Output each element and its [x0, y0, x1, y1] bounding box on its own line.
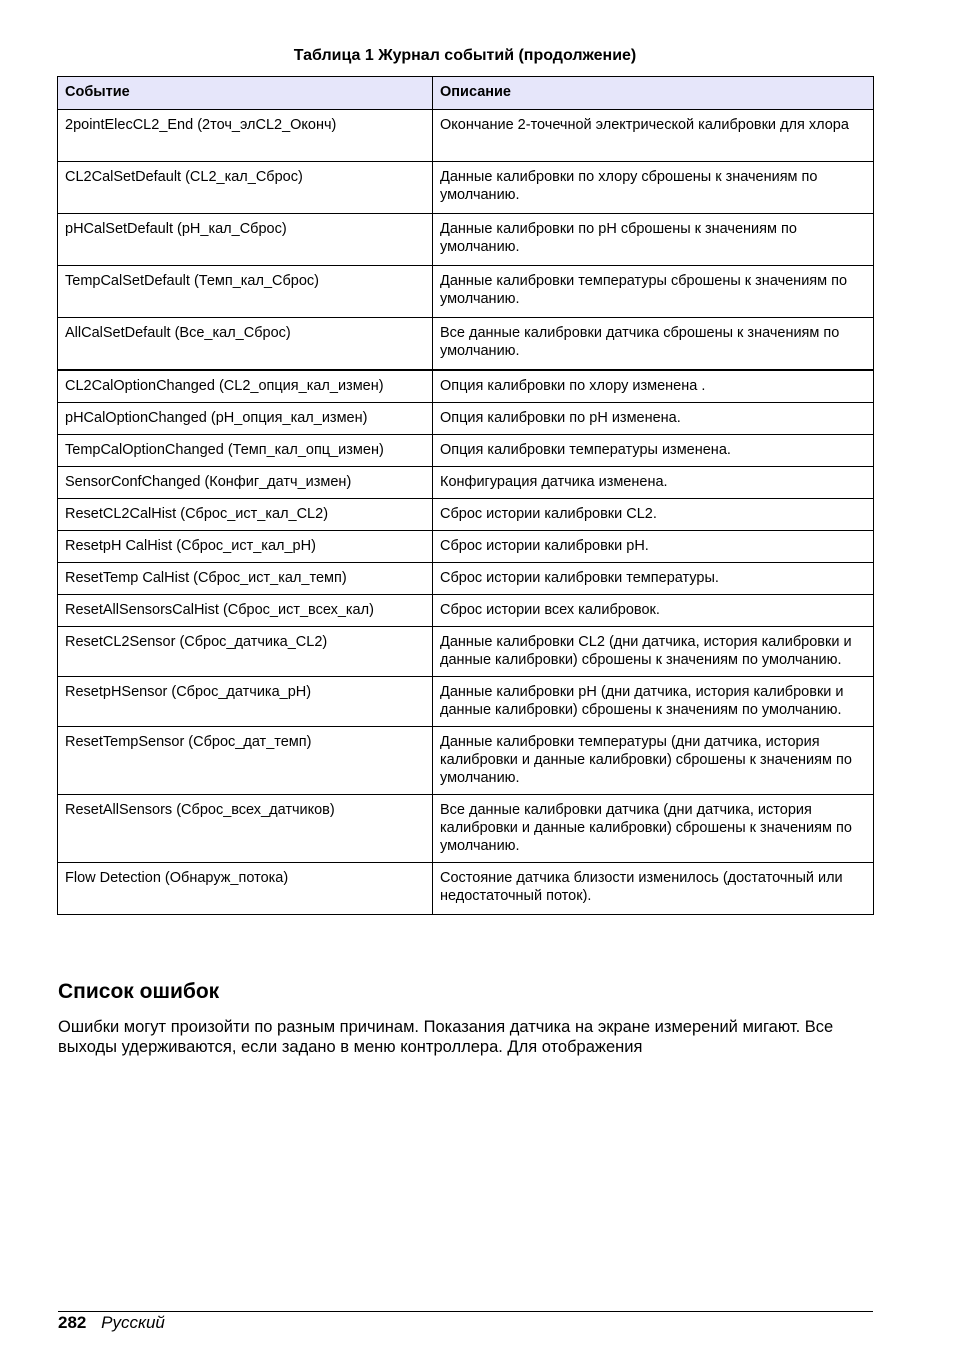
event-cell: ResetpHSensor (Сброс_датчика_pH): [58, 677, 433, 727]
event-cell: pHCalSetDefault (pH_кал_Сброс): [58, 214, 433, 266]
table-row: [58, 795, 874, 863]
event-cell: TempCalSetDefault (Темп_кал_Сброс): [58, 266, 433, 318]
section-heading: Список ошибок: [58, 980, 220, 1003]
page-number: 282: [58, 1313, 87, 1332]
description-cell: Сброс истории калибровки температуры.: [433, 563, 874, 595]
table-row: [58, 162, 874, 214]
event-cell: Flow Detection (Обнаруж_потока): [58, 863, 433, 915]
event-cell: CL2CalOptionChanged (CL2_опция_кал_измен): [58, 370, 433, 403]
event-cell: ResetTempSensor (Сброс_дат_темп): [58, 727, 433, 795]
description-cell: Данные калибровки температуры сброшены к значениям по умолчанию.: [433, 266, 874, 318]
table-row: [58, 499, 874, 531]
column-header-event: Событие: [58, 77, 433, 110]
event-cell: CL2CalSetDefault (CL2_кал_Сброс): [58, 162, 433, 214]
description-cell: Опция калибровки по pH изменена.: [433, 403, 874, 435]
table-header-row: [58, 77, 874, 110]
description-cell: Сброс истории всех калибровок.: [433, 595, 874, 627]
description-cell: Сброс истории калибровки pH.: [433, 531, 874, 563]
table-row: [58, 677, 874, 727]
event-cell: ResetpH CalHist (Сброс_ист_кал_pH): [58, 531, 433, 563]
table-row: [58, 595, 874, 627]
event-cell: SensorConfChanged (Конфиг_датч_измен): [58, 467, 433, 499]
event-cell: TempCalOptionChanged (Темп_кал_опц_измен): [58, 435, 433, 467]
section-body-text: Ошибки могут произойти по разным причинам. Показания датчика на экране измерений мигают. Все выходы удерживаются, если задано в меню контроллера. Для отображения: [58, 1018, 834, 1056]
description-cell: Конфигурация датчика изменена.: [433, 467, 874, 499]
event-cell: ResetAllSensorsCalHist (Сброс_ист_всех_кал): [58, 595, 433, 627]
event-cell: ResetTemp CalHist (Сброс_ист_кал_темп): [58, 563, 433, 595]
table-row: [58, 727, 874, 795]
table-row: [58, 110, 874, 162]
table-row: [58, 563, 874, 595]
table-row: [58, 627, 874, 677]
description-cell: Опция калибровки температуры изменена.: [433, 435, 874, 467]
description-cell: Данные калибровки по хлору сброшены к значениям по умолчанию.: [433, 162, 874, 214]
table-row: [58, 531, 874, 563]
footer-divider: [58, 1311, 873, 1312]
table-row: [58, 467, 874, 499]
event-cell: ResetAllSensors (Сброс_всех_датчиков): [58, 795, 433, 863]
table-row: [58, 435, 874, 467]
description-cell: Состояние датчика близости изменилось (достаточный или недостаточный поток).: [433, 863, 874, 915]
description-cell: Данные калибровки температуры (дни датчика, история калибровки и данные калибровки) сброшены к значениям по умолчанию.: [433, 727, 874, 795]
table-row: [58, 214, 874, 266]
table-caption: Таблица 1 Журнал событий (продолжение): [293, 47, 637, 64]
column-header-description: Описание: [433, 77, 874, 110]
description-cell: Окончание 2-точечной электрической калибровки для хлора: [433, 110, 874, 162]
description-cell: Данные калибровки CL2 (дни датчика, история калибровки и данные калибровки) сброшены к значениям по умолчанию.: [433, 627, 874, 677]
event-cell: ResetCL2CalHist (Сброс_ист_кал_CL2): [58, 499, 433, 531]
event-cell: 2pointElecCL2_End (2точ_элCL2_Оконч): [58, 110, 433, 162]
description-cell: Все данные калибровки датчика (дни датчика, история калибровки и данные калибровки) сброшены к значениям по умолчанию.: [433, 795, 874, 863]
table-row: [58, 266, 874, 318]
event-cell: pHCalOptionChanged (pH_опция_кал_измен): [58, 403, 433, 435]
description-cell: Сброс истории калибровки CL2.: [433, 499, 874, 531]
table-row: [58, 370, 874, 403]
description-cell: Все данные калибровки датчика сброшены к значениям по умолчанию.: [433, 318, 874, 371]
description-cell: Опция калибровки по хлору изменена .: [433, 370, 874, 403]
page-footer: [58, 1313, 165, 1333]
footer-language: Русский: [101, 1313, 165, 1332]
event-log-table: [57, 76, 874, 915]
event-cell: AllCalSetDefault (Все_кал_Сброс): [58, 318, 433, 371]
description-cell: Данные калибровки по pH сброшены к значениям по умолчанию.: [433, 214, 874, 266]
table-row: [58, 318, 874, 371]
event-cell: ResetCL2Sensor (Сброс_датчика_CL2): [58, 627, 433, 677]
table-row: [58, 863, 874, 915]
table-row: [58, 403, 874, 435]
description-cell: Данные калибровки pH (дни датчика, история калибровки и данные калибровки) сброшены к значениям по умолчанию.: [433, 677, 874, 727]
